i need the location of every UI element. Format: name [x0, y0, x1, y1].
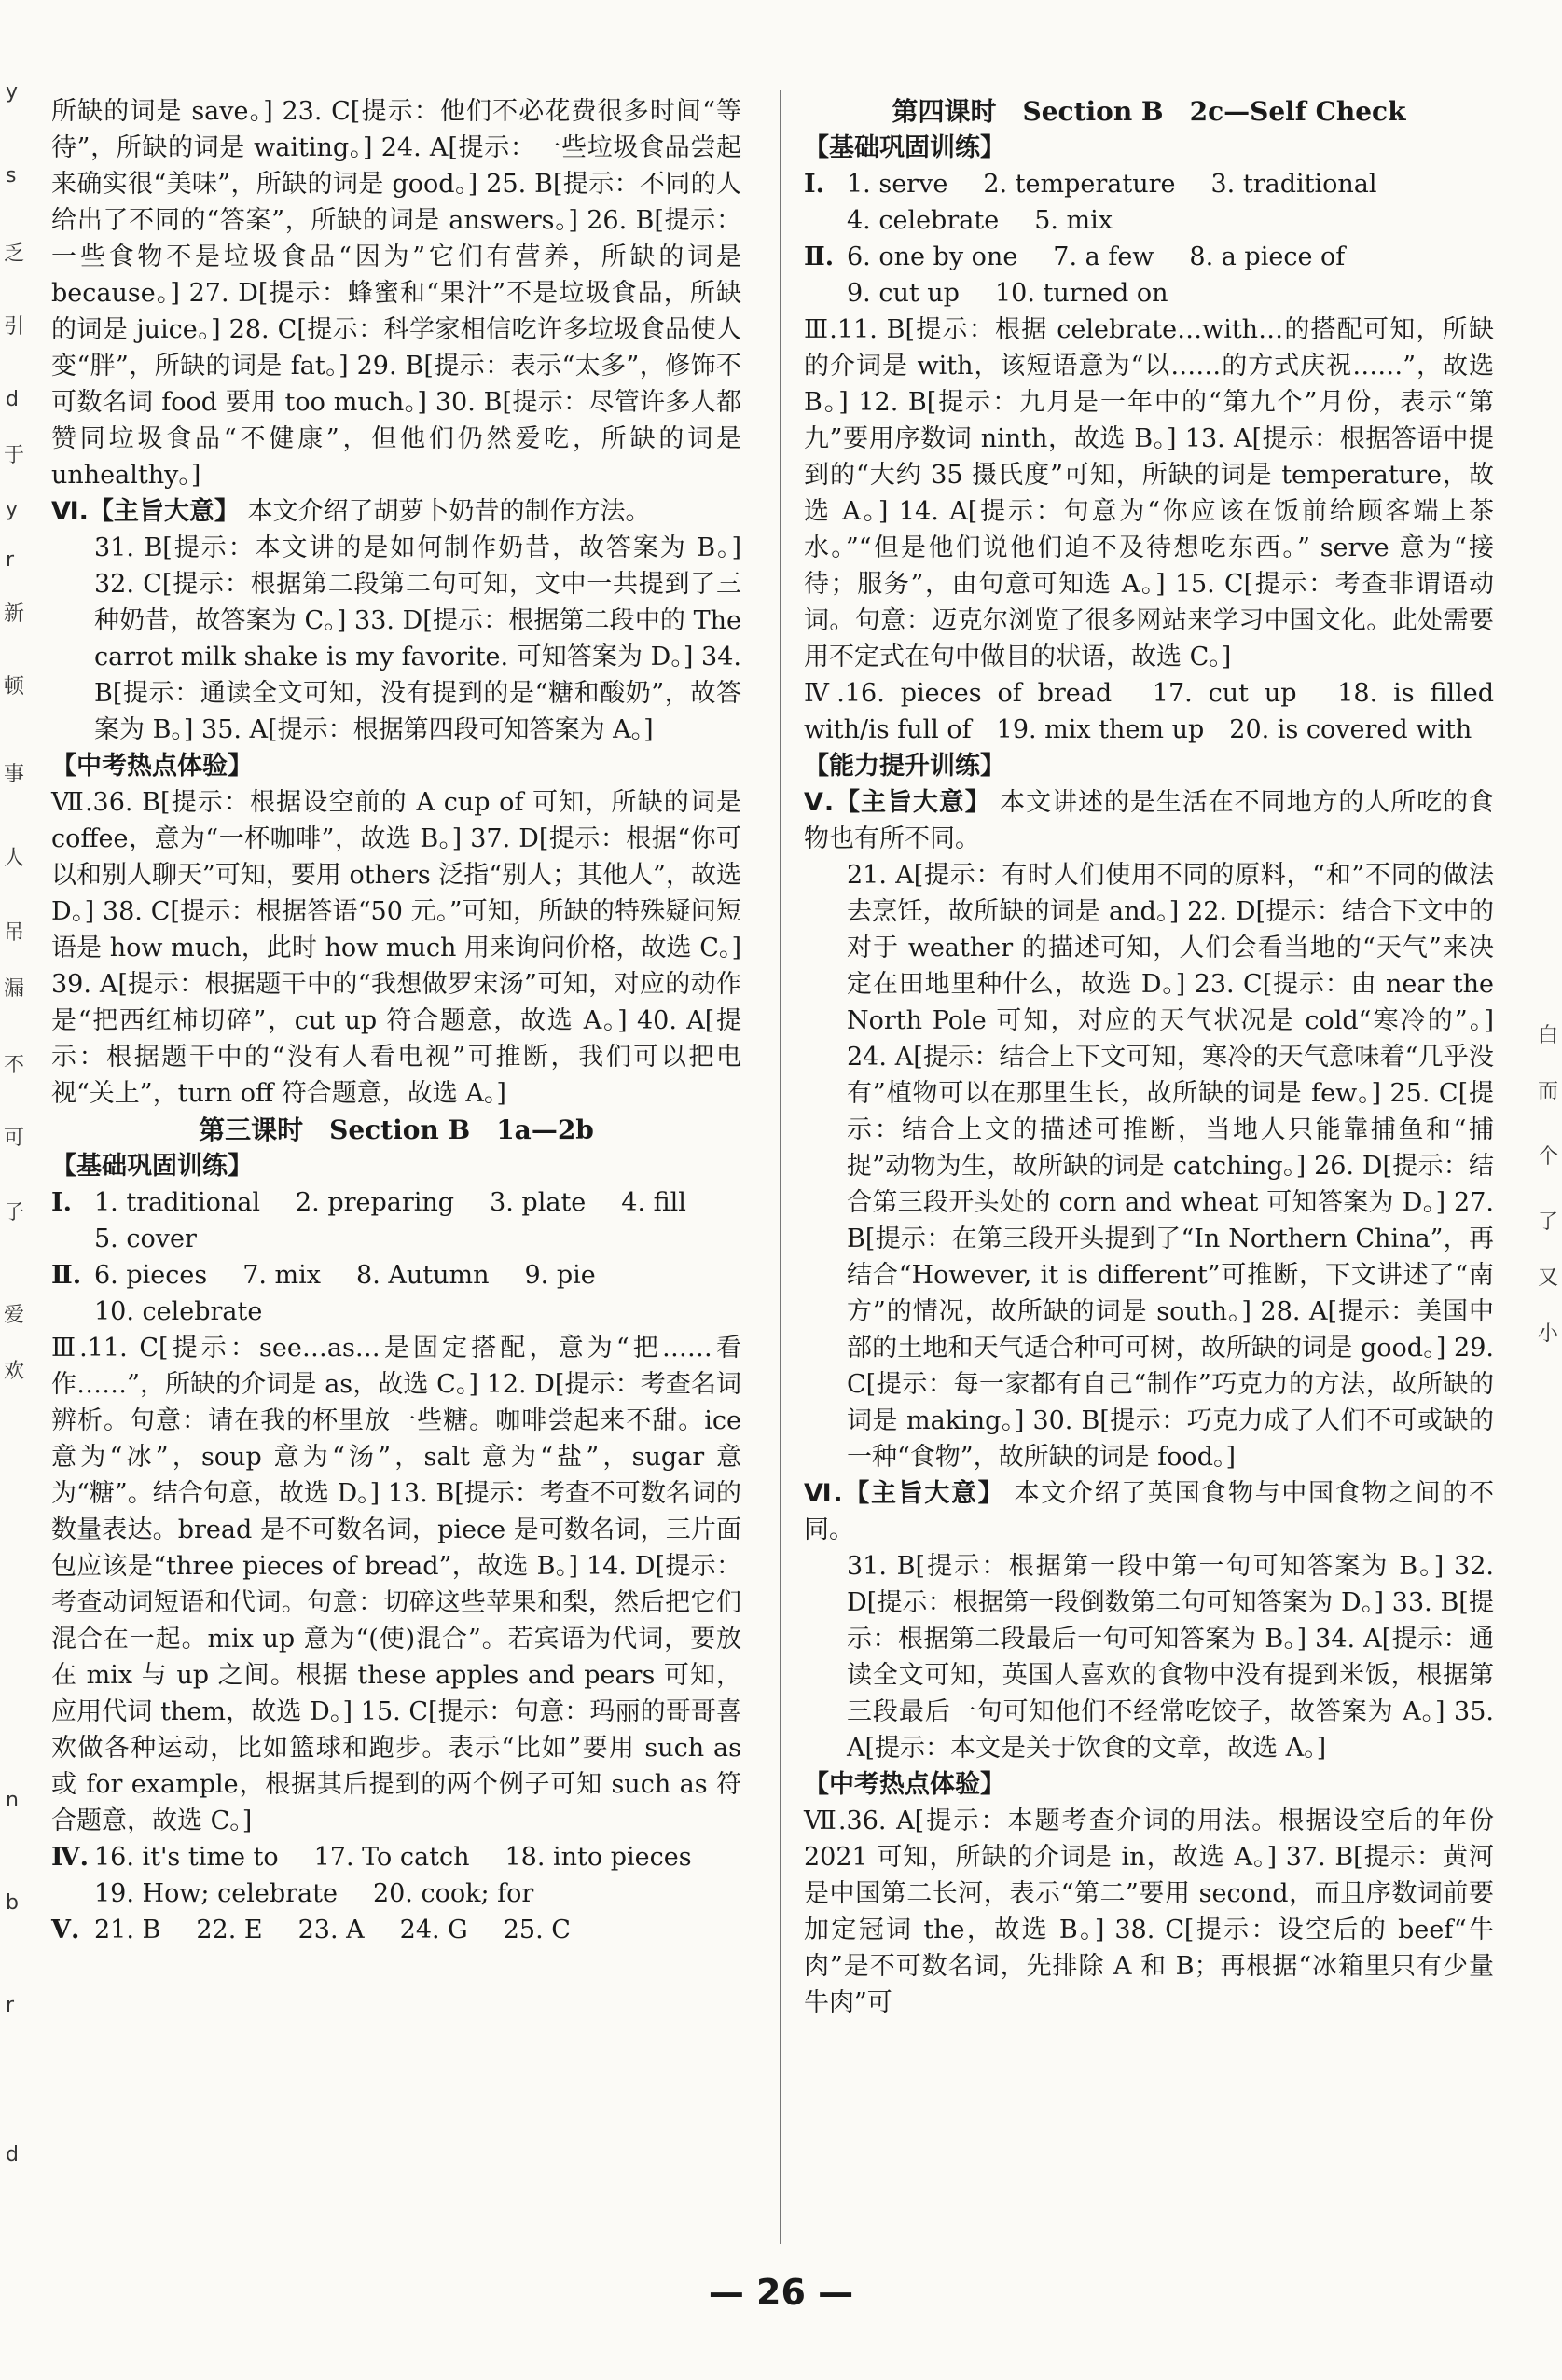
margin-char: 小 — [1538, 1322, 1559, 1346]
answer-item: 16. it's time to — [94, 1843, 279, 1872]
section-label: Ⅴ. — [51, 1916, 80, 1944]
answer-item: 4. fill — [621, 1188, 686, 1217]
margin-char: n — [6, 1789, 19, 1812]
answer-item: 25. C — [503, 1916, 571, 1944]
margin-char: 可 — [4, 1127, 25, 1150]
margin-char: 于 — [4, 444, 25, 467]
margin-char: 爱 — [4, 1304, 25, 1327]
answers-36-40: Ⅶ.36. B[提示：根据设空前的 A cup of 可知，所缺的词是 coffee，意为“一杯咖啡”，故选 B。] 37. D[提示：根据“你可以和别人聊天”可知，要用 others 泛指“别人；其他人”，故选 D。] 38. C[提示：根据答语“50 元。”可知，所缺的特殊疑问短语是 how much，此时 how much 用来询问价格，故选 C。] 39. A[提示：根据题干中的“我想做罗宋汤”可知，对应的动作是“把西红柿切碎”，cut up 符合题意，故选 A。] 40. A[提示：根据题干中的“没有人看电视”可推断，我们可以把电视“关上”，turn off 符合题意，故选 A。] — [51, 788, 741, 1108]
margin-char: 子 — [4, 1201, 25, 1225]
margin-char: 新 — [4, 602, 25, 626]
section-label: Ⅳ. — [51, 1843, 90, 1872]
answers-11-15: Ⅲ.11. B[提示：根据 celebrate…with…的搭配可知，所缺的介词是 with，该短语意为“以……的方式庆祝……”，故选 B。] 12. B[提示：九月是一年中的“第九个”月份，表示“第九”要用序数词 ninth，故选 B。] 13. A[提示：根据答语中提到的“大约 35 摄氏度”可知，所缺的词是 temperature，故选 A。] 14. A[提示：句意为“你应该在饭前给顾客端上茶水。”“但是他们说他们迫不及待想吃东西。” serve 意为“接待；服务”，由句意可知选 A。] 15. C[提示：考查非谓语动词。句意：迈克尔浏览了很多网站来学习中国文化。此处需要用不定式在句中做目的状语，故选 C。] — [804, 315, 1494, 671]
section-2-answers — [51, 1257, 741, 1330]
answer-item: 17. To catch — [313, 1843, 470, 1872]
answer-item: 10. turned on — [994, 279, 1168, 308]
section-1-answers — [804, 166, 1494, 239]
margin-char: 引 — [4, 315, 25, 339]
margin-char: 吊 — [4, 921, 25, 945]
section-4-answers — [51, 1839, 741, 1912]
answers-22-30: 所缺的词是 save。] 23. C[提示：他们不必花费很多时间“等待”，所缺的词是 waiting。] 24. A[提示：一些垃圾食品尝起来确实很“美味”，所缺的词是 good。] 25. B[提示：不同的人给出了不同的“答案”，所缺的词是 answers。] 26. B[提示：一些食物不是垃圾食品“因为”它们有营养，所缺的词是 because。] 27. D[提示：蜂蜜和“果汁”不是垃圾食品，所缺的词是 juice。] 28. C[提示：科学家相信吃许多垃圾食品使人变“胖”，所缺的词是 fat。] 29. B[提示：表示“太多”，修饰不可数名词 food 要用 too much。] 30. B[提示：尽管许多人都赞同垃圾食品“不健康”，但他们仍然爱吃，所缺的词是 unhealthy。] — [51, 97, 741, 490]
section-label: Ⅱ. — [51, 1261, 82, 1290]
answer-item: 5. cover — [94, 1225, 197, 1253]
basic-training-header: 【基础巩固训练】 — [804, 133, 1005, 162]
answers-11-15: Ⅲ.11. C[提示：see…as…是固定搭配，意为“把……看作……”，所缺的介词是 as，故选 C。] 12. D[提示：考查名词辨析。句意：请在我的杯里放一些糖。咖啡尝起来不甜。ice 意为“冰”，soup 意为“汤”，salt 意为“盐”，sugar 意为“糖”。结合句意，故选 D。] 13. B[提示：考查不可数名词的数量表达。bread 是不可数名词，piece 是可数名词，三片面包应该是“three pieces of bread”，故选 B。] 14. D[提示：考查动词短语和代词。句意：切碎这些苹果和梨，然后把它们混合在一起。mix up 意为“(使)混合”。若宾语为代词，要放在 mix 与 up 之间。根据 these apples and pears 可知，应用代词 them，故选 D。] 15. C[提示：句意：玛丽的哥哥喜欢做各种运动，比如篮球和跑步。表示“比如”要用 such as 或 for example，根据其后提到的两个例子可知 such as 符合题意，故选 C。] — [51, 1334, 741, 1835]
answer-item: 1. traditional — [94, 1188, 260, 1217]
answer-item: 20. cook; for — [372, 1879, 534, 1908]
answers-31-35: 31. B[提示：根据第一段中第一句可知答案为 B。] 32. D[提示：根据第一段倒数第二句可知答案为 D。] 33. B[提示：根据第二段最后一句可知答案为 B。] 34. A[提示：通读全文可知，英国人喜欢的食物中没有提到米饭，根据第三段最后一句可知他们不经常吃饺子，故答案为 A。] 35. A[提示：本文是关于饮食的文章，故选 A。] — [847, 1552, 1494, 1763]
section-2-answers — [804, 239, 1494, 311]
gist-text: 本文讲述的是生活在不同地方的人所吃的食物也有所不同。 — [804, 788, 1495, 853]
hot-topic-header: 【中考热点体验】 — [51, 752, 253, 781]
margin-char: y — [6, 80, 19, 104]
margin-char: 白 — [1538, 1024, 1559, 1047]
section-1-answers — [51, 1184, 741, 1257]
answer-item: 9. pie — [524, 1261, 596, 1290]
margin-char: 个 — [1538, 1145, 1559, 1169]
answer-item: 22. E — [196, 1916, 263, 1944]
lesson-3-title: 第三课时 Section B 1a—2b — [199, 1114, 594, 1145]
section-5-gist — [804, 784, 1494, 857]
section-6-gist — [804, 1475, 1494, 1548]
gist-tag: Ⅴ.【主旨大意】 — [804, 788, 991, 817]
answers-16-20: Ⅳ.16. pieces of bread 17. cut up 18. is filled with/is full of 19. mix them up 20. is covered with — [804, 679, 1494, 744]
margin-char: r — [6, 1994, 15, 2017]
column-divider — [780, 90, 781, 2244]
section-label: Ⅰ. — [51, 1188, 73, 1217]
answers-31-35: 31. B[提示：本文讲的是如何制作奶昔，故答案为 B。] 32. C[提示：根据第二段第二句可知，文中一共提到了三种奶昔，故答案为 C。] 33. D[提示：根据第二段中的 The carrot milk shake is my favorite. 可知答案为 D。] 34. B[提示：通读全文可知，没有提到的是“糖和酸奶”，故答案为 B。] 35. A[提示：根据第四段可知答案为 A。] — [94, 533, 741, 744]
gist-text: 本文介绍了英国食物与中国食物之间的不同。 — [804, 1479, 1494, 1544]
answer-item: 1. serve — [847, 170, 948, 199]
answer-item: 2. preparing — [295, 1188, 455, 1217]
section-label: Ⅰ. — [804, 170, 825, 199]
margin-char: 而 — [1538, 1080, 1559, 1103]
answer-item: 3. traditional — [1210, 170, 1377, 199]
left-column — [51, 93, 741, 1948]
answer-item: 9. cut up — [847, 279, 960, 308]
margin-char: s — [6, 164, 17, 187]
answer-item: 4. celebrate — [847, 206, 1000, 235]
section-label: Ⅱ. — [804, 242, 835, 271]
answers-36-38: Ⅶ.36. A[提示：本题考查介词的用法。根据设空后的年份 2021 可知，所缺的介词是 in，故选 A。] 37. B[提示：黄河是中国第二长河，表示“第二”要用 second，而且序数词前要加定冠词 the，故选 B。] 38. C[提示：设空后的 beef“牛肉”是不可数名词，先排除 A 和 B；再根据“冰箱里只有少量牛肉”可 — [804, 1806, 1494, 2017]
answer-item: 3. plate — [490, 1188, 587, 1217]
margin-char: r — [6, 548, 15, 572]
section-5-answers — [51, 1912, 741, 1948]
margin-char: 不 — [4, 1054, 25, 1077]
margin-char: 事 — [4, 763, 25, 786]
section-6-gist — [51, 493, 741, 530]
page-number: — 26 — — [708, 2272, 854, 2313]
margin-char: 漏 — [4, 977, 25, 1001]
answer-item: 6. pieces — [94, 1261, 208, 1290]
answers-21-30: 21. A[提示：有时人们使用不同的原料，“和”不同的做法去烹饪，故所缺的词是 and。] 22. D[提示：结合下文中的对于 weather 的描述可知，人们会看当地的“天气”来决定在田地里种什么，故选 D。] 23. C[提示：由 near the North Pole 可知，对应的天气状况是 cold“寒冷的”。] 24. A[提示：结合上下文可知，寒冷的天气意味着“几乎没有”植物可以在那里生长，故所缺的词是 few。] 25. C[提示：结合上文的描述可推断，当地人只能靠捕鱼和“捕捉”动物为生，故所缺的词是 catching。] 26. D[提示：结合第三段开头处的 corn and wheat 可知答案为 D。] 27. B[提示：在第三段开头提到了“In Northern China”，再结合“However, it is different”可推断，下文讲述了“南方”的情况，故所缺的词是 south。] 28. A[提示：美国中部的土地和天气适合种可可树，故所缺的词是 good。] 29. C[提示：每一家都有自己“制作”巧克力的方法，故所缺的词是 making。] 30. B[提示：巧克力成了人们不可或缺的一种“食物”，故所缺的词是 food。] — [847, 861, 1494, 1472]
margin-char: d — [6, 388, 19, 411]
right-margin-clipped-text — [1530, 0, 1562, 2380]
left-margin-clipped-text — [0, 0, 32, 2380]
margin-char: 人 — [4, 847, 25, 870]
answer-item: 19. How; celebrate — [94, 1879, 338, 1908]
answer-item: 7. a few — [1053, 242, 1154, 271]
answer-item: 10. celebrate — [94, 1297, 263, 1326]
answer-item: 5. mix — [1034, 206, 1113, 235]
margin-char: 欢 — [4, 1360, 25, 1383]
gist-tag: Ⅵ.【主旨大意】 — [51, 497, 240, 526]
answer-item: 18. into pieces — [505, 1843, 692, 1872]
lesson-4-title: 第四课时 Section B 2c—Self Check — [892, 96, 1406, 127]
answer-item: 21. B — [94, 1916, 161, 1944]
basic-training-header: 【基础巩固训练】 — [51, 1152, 253, 1181]
margin-char: 顿 — [4, 675, 25, 699]
margin-char: 乏 — [4, 242, 25, 266]
answer-item: 23. A — [297, 1916, 365, 1944]
gist-text: 本文介绍了胡萝卜奶昔的制作方法。 — [247, 497, 651, 526]
gist-tag: Ⅵ.【主旨大意】 — [804, 1479, 1005, 1508]
ability-training-header: 【能力提升训练】 — [804, 752, 1005, 781]
answer-item: 2. temperature — [983, 170, 1176, 199]
answer-item: 8. a piece of — [1189, 242, 1346, 271]
answer-item: 24. G — [399, 1916, 468, 1944]
right-column — [804, 93, 1494, 2021]
margin-char: 又 — [1538, 1266, 1559, 1290]
answer-item: 6. one by one — [847, 242, 1018, 271]
answer-item: 7. mix — [242, 1261, 322, 1290]
margin-char: b — [6, 1891, 19, 1915]
margin-char: 了 — [1538, 1211, 1559, 1234]
margin-char: y — [6, 498, 19, 521]
hot-topic-header: 【中考热点体验】 — [804, 1770, 1005, 1799]
margin-char: d — [6, 2143, 19, 2166]
answer-item: 8. Autumn — [356, 1261, 490, 1290]
